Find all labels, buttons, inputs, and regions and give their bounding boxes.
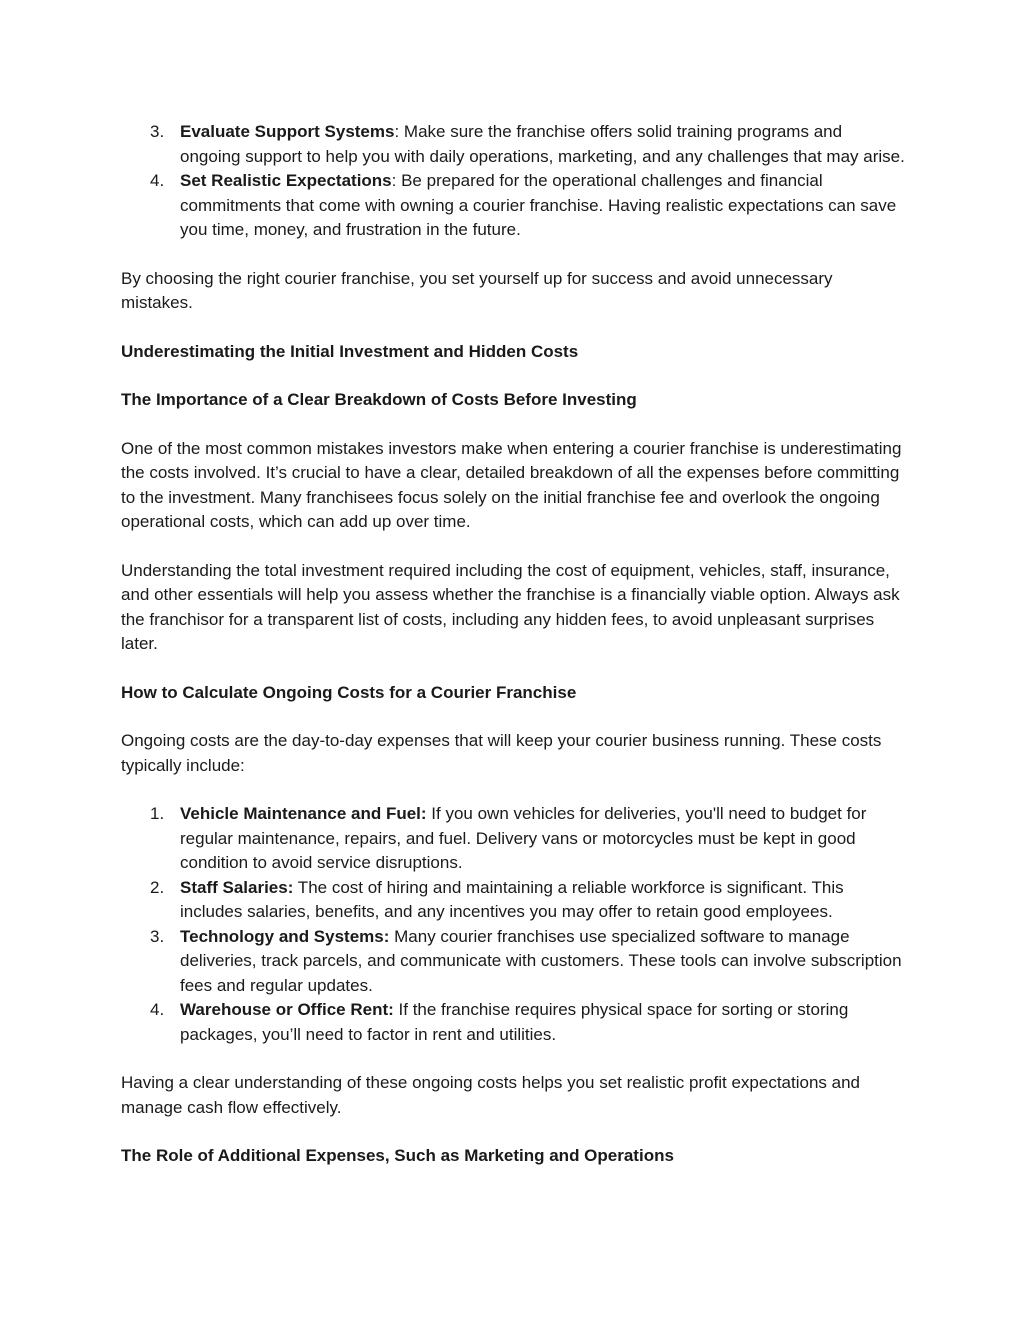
paragraph-clear-understanding: Having a clear understanding of these ongoing costs helps you set realistic profit expectations and manage cash flow effectively. [121, 1073, 861, 1117]
ongoing-costs-list [121, 802, 906, 1047]
list-item-separator: : [394, 122, 400, 141]
list-item-text: The cost of hiring and maintaining a reliable workforce is significant. This includes salaries, benefits, and any incentives you may offer to retain good employees. [180, 877, 844, 921]
list-number: 3. [150, 122, 165, 141]
list-item [121, 802, 906, 876]
list-item-text: Make sure the franchise offers solid training programs and ongoing support to help you with daily operations, marketing, and any challenges that may arise. [180, 122, 905, 166]
list-item-text: Many courier franchises use specialized software to manage deliveries, track parcels, and communicate with customers. These tools can involve subscription fees and regular updates. [180, 926, 902, 995]
paragraph-common-mistakes: One of the most common mistakes investors make when entering a courier franchise is underestimating the costs involved. It’s crucial to have a clear, detailed breakdown of all the expenses before committing to the investment. Many franchisees focus solely on the initial franchise fee and overlook the ongoing operational costs, which can add up over time. [121, 438, 902, 531]
list-number: 4. [150, 1000, 165, 1019]
paragraph-choosing: By choosing the right courier franchise, you set yourself up for success and avoid unnecessary mistakes. [121, 268, 833, 312]
list-item-term: Evaluate Support Systems [180, 122, 395, 141]
list-item [121, 120, 906, 169]
paragraph-ongoing-intro: Ongoing costs are the day-to-day expenses that will keep your courier business running. These costs typically include: [121, 731, 882, 775]
heading-role: The Role of Additional Expenses, Such as Marketing and Operations [121, 1146, 674, 1165]
list-item-term: Vehicle Maintenance and Fuel: [180, 804, 427, 823]
list-number: 4. [150, 171, 165, 190]
heading-importance: The Importance of a Clear Breakdown of Costs Before Investing [121, 390, 637, 409]
list-number: 1. [150, 804, 165, 823]
heading-calculate: How to Calculate Ongoing Costs for a Courier Franchise [121, 682, 577, 702]
heading-underestimating: Underestimating the Initial Investment and Hidden Costs [121, 341, 579, 361]
list-item-term: Warehouse or Office Rent: [180, 1000, 394, 1019]
document-page [121, 120, 906, 1193]
paragraph-total-investment: Understanding the total investment required including the cost of equipment, vehicles, staff, insurance, and other essentials will help you assess whether the franchise is a financially viable option. Always ask the franchisor for a transparent list of costs, including any hidden fees, to avoid unpleasant surprises later. [121, 560, 900, 653]
support-list [121, 120, 906, 243]
list-item-text: If the franchise requires physical space for sorting or storing packages, you’ll need to factor in rent and utilities. [180, 1000, 849, 1044]
list-number: 3. [150, 926, 165, 946]
list-number: 2. [150, 877, 165, 897]
list-item-term: Set Realistic Expectations [180, 171, 392, 190]
list-item [121, 925, 906, 999]
list-item-term: Staff Salaries: [180, 877, 294, 897]
list-item-separator: : [391, 171, 397, 190]
list-item-text: Be prepared for the operational challenges and financial commitments that come with owning a courier franchise. Having realistic expectations can save you time, money, and frustration in the future. [180, 171, 897, 239]
list-item-text: If you own vehicles for deliveries, you'll need to budget for regular maintenance, repairs, and fuel. Delivery vans or motorcycles must be kept in good condition to avoid service disruptions. [180, 804, 867, 872]
list-item [121, 169, 906, 243]
list-item-term: Technology and Systems: [180, 926, 390, 946]
list-item [121, 998, 906, 1047]
list-item [121, 876, 906, 925]
